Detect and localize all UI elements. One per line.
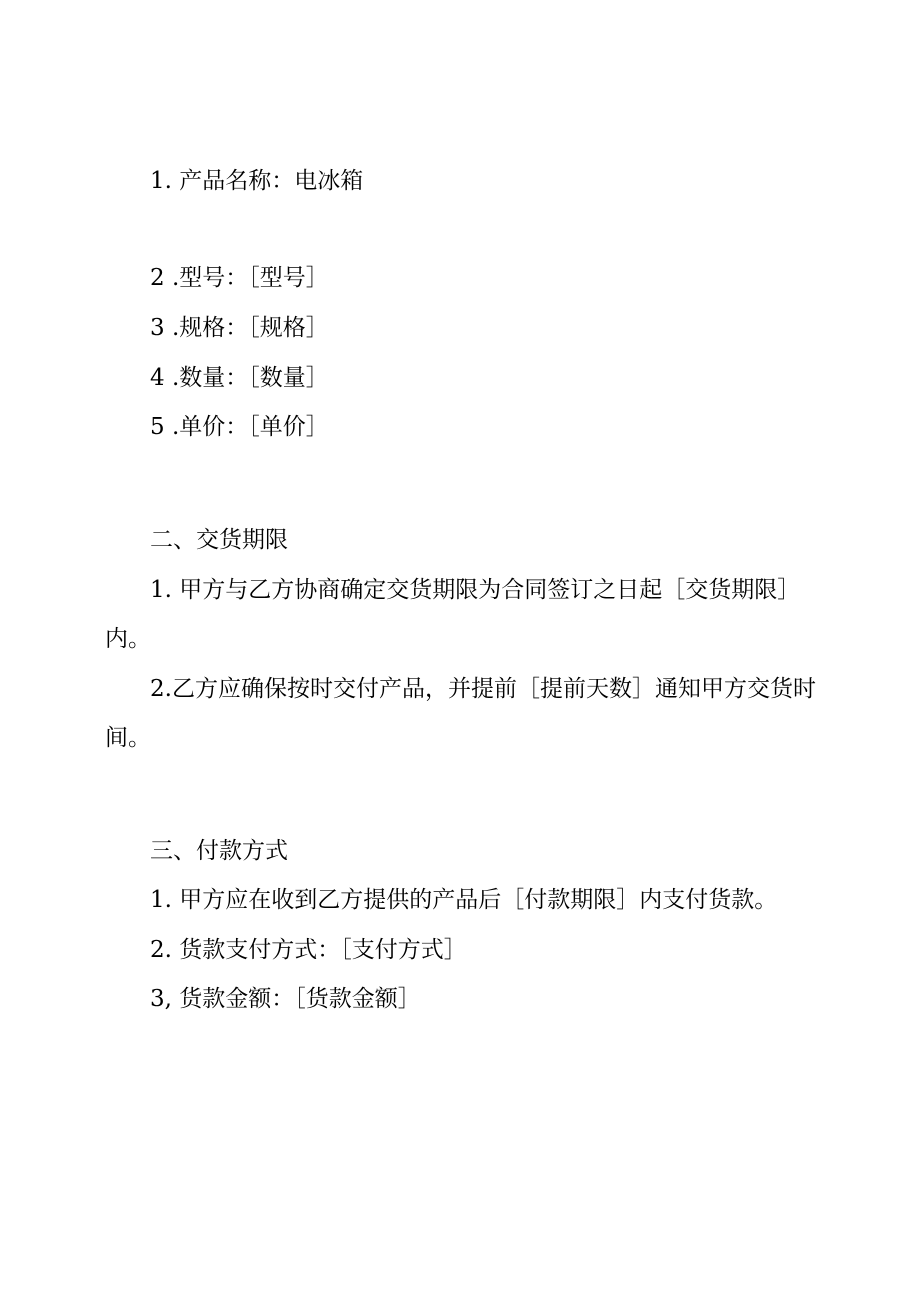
item-text: .数量：［数量］ xyxy=(172,365,329,391)
item-number: 5 xyxy=(150,414,165,440)
delivery-clause-1-line-1: 1. 甲方与乙方协商确定交货期限为合同签订之日起［交货期限］ xyxy=(150,577,801,603)
product-name-line: 1. 产品名称：电冰箱 xyxy=(150,168,364,194)
item-number: 3 xyxy=(150,315,165,341)
payment-clause-1: 1. 甲方应在收到乙方提供的产品后［付款期限］内支付货款。 xyxy=(150,887,778,913)
item-number: 2 xyxy=(150,265,165,291)
item-text: .型号：［型号］ xyxy=(172,265,329,291)
delivery-clause-2-line-2: 间。 xyxy=(105,725,151,751)
item-text: .规格：［规格］ xyxy=(172,315,329,341)
delivery-clause-1-line-2: 内。 xyxy=(105,626,151,652)
payment-clause-2: 2. 货款支付方式：［支付方式］ xyxy=(150,937,467,963)
product-item-spec xyxy=(150,313,329,343)
product-item-model xyxy=(150,263,329,293)
item-text: .单价：［单价］ xyxy=(172,414,329,440)
product-item-unit-price xyxy=(150,412,329,442)
delivery-heading: 二、交货期限 xyxy=(150,527,288,553)
payment-heading: 三、付款方式 xyxy=(150,838,288,864)
payment-clause-3: 3, 货款金额：［货款金额］ xyxy=(150,986,421,1012)
product-item-quantity xyxy=(150,363,329,393)
item-number: 4 xyxy=(150,365,165,391)
delivery-clause-2-line-1: 2.乙方应确保按时交付产品，并提前［提前天数］通知甲方交货时 xyxy=(150,676,816,702)
